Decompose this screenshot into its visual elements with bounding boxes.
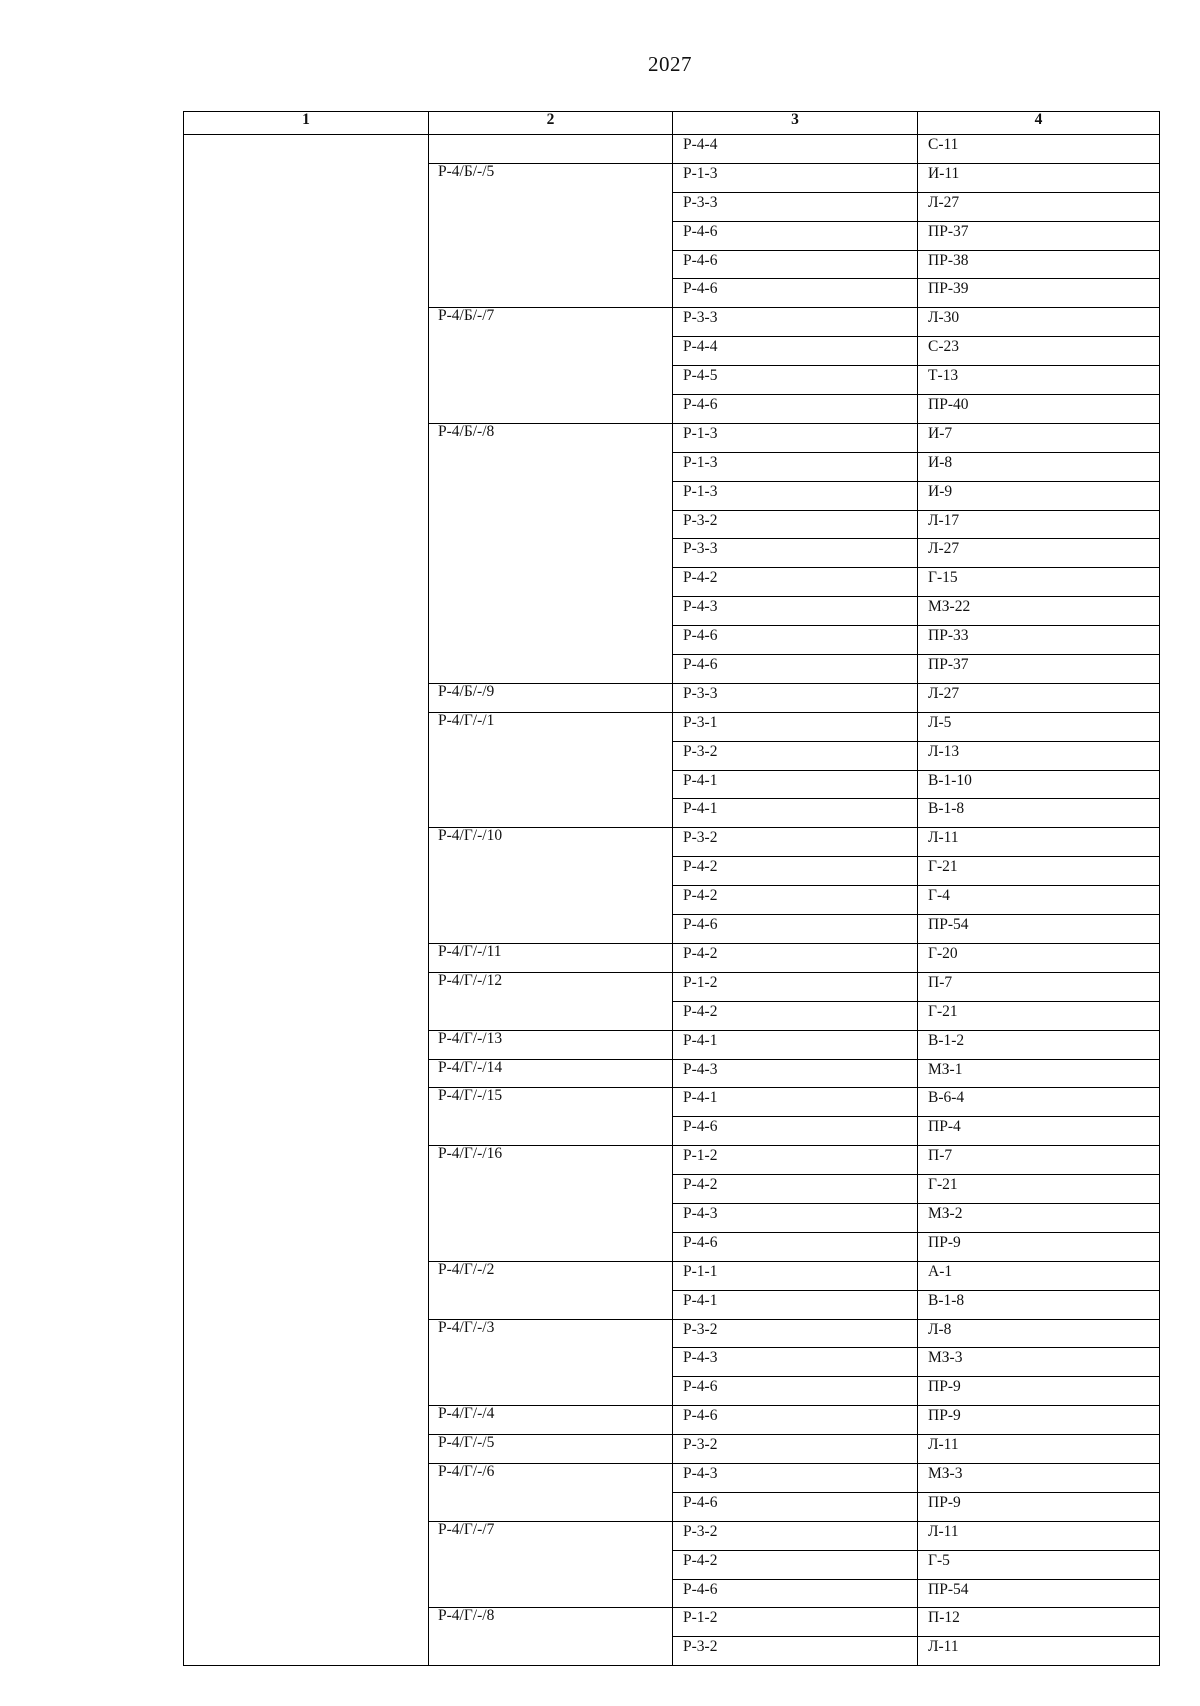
section-code-cell: Р-4-6	[673, 1579, 918, 1608]
item-code-cell: В-1-2	[918, 1030, 1160, 1059]
item-code-cell: Л-27	[918, 192, 1160, 221]
item-code-cell: Л-11	[918, 828, 1160, 857]
section-code-cell: Р-1-3	[673, 423, 918, 452]
section-code-cell: Р-4-1	[673, 770, 918, 799]
section-code-cell: Р-4-1	[673, 799, 918, 828]
group-code-cell: Р-4/Г/-/8	[429, 1608, 673, 1666]
section-code-cell: Р-1-2	[673, 1608, 918, 1637]
table-body	[184, 135, 1160, 1666]
column-header-1: 1	[184, 112, 429, 135]
item-code-cell: МЗ-3	[918, 1348, 1160, 1377]
item-code-cell: ПР-4	[918, 1117, 1160, 1146]
item-code-cell: Л-27	[918, 539, 1160, 568]
section-code-cell: Р-4-2	[673, 943, 918, 972]
section-code-cell: Р-3-3	[673, 192, 918, 221]
item-code-cell: ПР-39	[918, 279, 1160, 308]
section-code-cell: Р-4-3	[673, 1348, 918, 1377]
page-number: 2027	[648, 52, 692, 76]
group-code-cell: Р-4/Г/-/4	[429, 1406, 673, 1435]
item-code-cell: Л-5	[918, 712, 1160, 741]
item-code-cell: И-7	[918, 423, 1160, 452]
item-code-cell: В-6-4	[918, 1088, 1160, 1117]
group-code-cell: Р-4/Г/-/11	[429, 943, 673, 972]
item-code-cell: Г-15	[918, 568, 1160, 597]
section-code-cell: Р-3-3	[673, 539, 918, 568]
section-code-cell: Р-4-4	[673, 135, 918, 164]
item-code-cell: МЗ-22	[918, 597, 1160, 626]
item-code-cell: Л-11	[918, 1521, 1160, 1550]
section-code-cell: Р-4-2	[673, 886, 918, 915]
section-code-cell: Р-4-5	[673, 366, 918, 395]
group-code-cell: Р-4/Г/-/12	[429, 972, 673, 1030]
item-code-cell: В-1-8	[918, 799, 1160, 828]
item-code-cell: В-1-10	[918, 770, 1160, 799]
item-code-cell: ПР-33	[918, 626, 1160, 655]
item-code-cell: Л-11	[918, 1435, 1160, 1464]
column-1-cell	[184, 135, 429, 1666]
group-code-cell: Р-4/Г/-/6	[429, 1463, 673, 1521]
item-code-cell: Л-11	[918, 1637, 1160, 1666]
data-table	[183, 111, 1160, 1666]
item-code-cell: ПР-9	[918, 1492, 1160, 1521]
section-code-cell: Р-1-1	[673, 1261, 918, 1290]
table-row	[184, 135, 1160, 164]
section-code-cell: Р-3-2	[673, 741, 918, 770]
group-code-cell: Р-4/Г/-/2	[429, 1261, 673, 1319]
section-code-cell: Р-3-2	[673, 1435, 918, 1464]
section-code-cell: Р-4-3	[673, 1059, 918, 1088]
item-code-cell: МЗ-2	[918, 1203, 1160, 1232]
item-code-cell: ПР-9	[918, 1232, 1160, 1261]
group-code-cell: Р-4/Б/-/8	[429, 423, 673, 683]
item-code-cell: С-23	[918, 337, 1160, 366]
item-code-cell: ПР-38	[918, 250, 1160, 279]
item-code-cell: Л-8	[918, 1319, 1160, 1348]
section-code-cell: Р-4-6	[673, 1232, 918, 1261]
item-code-cell: Т-13	[918, 366, 1160, 395]
section-code-cell: Р-4-1	[673, 1030, 918, 1059]
group-code-cell: Р-4/Г/-/13	[429, 1030, 673, 1059]
item-code-cell: Л-27	[918, 683, 1160, 712]
group-code-cell: Р-4/Г/-/5	[429, 1435, 673, 1464]
section-code-cell: Р-4-6	[673, 1377, 918, 1406]
item-code-cell: А-1	[918, 1261, 1160, 1290]
item-code-cell: Л-17	[918, 510, 1160, 539]
section-code-cell: Р-4-1	[673, 1290, 918, 1319]
section-code-cell: Р-4-2	[673, 1550, 918, 1579]
column-header-4: 4	[918, 112, 1160, 135]
group-code-cell: Р-4/Г/-/10	[429, 828, 673, 944]
item-code-cell: Л-13	[918, 741, 1160, 770]
section-code-cell: Р-4-2	[673, 1175, 918, 1204]
section-code-cell: Р-4-3	[673, 1463, 918, 1492]
section-code-cell: Р-4-6	[673, 1492, 918, 1521]
section-code-cell: Р-3-2	[673, 1637, 918, 1666]
group-code-cell: Р-4/Б/-/7	[429, 308, 673, 424]
item-code-cell: ПР-37	[918, 221, 1160, 250]
item-code-cell: С-11	[918, 135, 1160, 164]
section-code-cell: Р-4-1	[673, 1088, 918, 1117]
section-code-cell: Р-4-6	[673, 250, 918, 279]
section-code-cell: Р-4-6	[673, 915, 918, 944]
item-code-cell: И-9	[918, 481, 1160, 510]
item-code-cell: Г-21	[918, 857, 1160, 886]
section-code-cell: Р-3-3	[673, 308, 918, 337]
item-code-cell: Л-30	[918, 308, 1160, 337]
item-code-cell: П-7	[918, 972, 1160, 1001]
section-code-cell: Р-4-4	[673, 337, 918, 366]
section-code-cell: Р-4-6	[673, 221, 918, 250]
column-header-2: 2	[429, 112, 673, 135]
section-code-cell: Р-1-3	[673, 452, 918, 481]
section-code-cell: Р-3-1	[673, 712, 918, 741]
item-code-cell: И-11	[918, 163, 1160, 192]
item-code-cell: П-7	[918, 1146, 1160, 1175]
section-code-cell: Р-1-2	[673, 972, 918, 1001]
group-code-cell	[429, 135, 673, 164]
group-code-cell: Р-4/Г/-/15	[429, 1088, 673, 1146]
section-code-cell: Р-4-2	[673, 857, 918, 886]
section-code-cell: Р-4-2	[673, 568, 918, 597]
section-code-cell: Р-1-2	[673, 1146, 918, 1175]
section-code-cell: Р-4-3	[673, 597, 918, 626]
group-code-cell: Р-4/Г/-/14	[429, 1059, 673, 1088]
item-code-cell: ПР-54	[918, 915, 1160, 944]
group-code-cell: Р-4/Б/-/5	[429, 163, 673, 307]
section-code-cell: Р-3-2	[673, 828, 918, 857]
table-header	[184, 112, 1160, 135]
group-code-cell: Р-4/Б/-/9	[429, 683, 673, 712]
section-code-cell: Р-4-6	[673, 626, 918, 655]
item-code-cell: П-12	[918, 1608, 1160, 1637]
group-code-cell: Р-4/Г/-/7	[429, 1521, 673, 1608]
item-code-cell: ПР-40	[918, 395, 1160, 424]
item-code-cell: В-1-8	[918, 1290, 1160, 1319]
item-code-cell: Г-21	[918, 1175, 1160, 1204]
item-code-cell: И-8	[918, 452, 1160, 481]
section-code-cell: Р-1-3	[673, 481, 918, 510]
item-code-cell: Г-20	[918, 943, 1160, 972]
item-code-cell: Г-21	[918, 1001, 1160, 1030]
item-code-cell: МЗ-3	[918, 1463, 1160, 1492]
section-code-cell: Р-3-2	[673, 1319, 918, 1348]
section-code-cell: Р-4-6	[673, 395, 918, 424]
section-code-cell: Р-4-3	[673, 1203, 918, 1232]
group-code-cell: Р-4/Г/-/1	[429, 712, 673, 828]
item-code-cell: ПР-9	[918, 1377, 1160, 1406]
item-code-cell: ПР-54	[918, 1579, 1160, 1608]
section-code-cell: Р-3-3	[673, 683, 918, 712]
section-code-cell: Р-4-6	[673, 279, 918, 308]
section-code-cell: Р-4-2	[673, 1001, 918, 1030]
item-code-cell: Г-5	[918, 1550, 1160, 1579]
section-code-cell: Р-1-3	[673, 163, 918, 192]
header-row	[184, 112, 1160, 135]
item-code-cell: ПР-9	[918, 1406, 1160, 1435]
section-code-cell: Р-3-2	[673, 510, 918, 539]
group-code-cell: Р-4/Г/-/3	[429, 1319, 673, 1406]
section-code-cell: Р-4-6	[673, 1406, 918, 1435]
section-code-cell: Р-4-6	[673, 655, 918, 684]
section-code-cell: Р-4-6	[673, 1117, 918, 1146]
column-header-3: 3	[673, 112, 918, 135]
item-code-cell: ПР-37	[918, 655, 1160, 684]
section-code-cell: Р-3-2	[673, 1521, 918, 1550]
item-code-cell: МЗ-1	[918, 1059, 1160, 1088]
item-code-cell: Г-4	[918, 886, 1160, 915]
group-code-cell: Р-4/Г/-/16	[429, 1146, 673, 1262]
